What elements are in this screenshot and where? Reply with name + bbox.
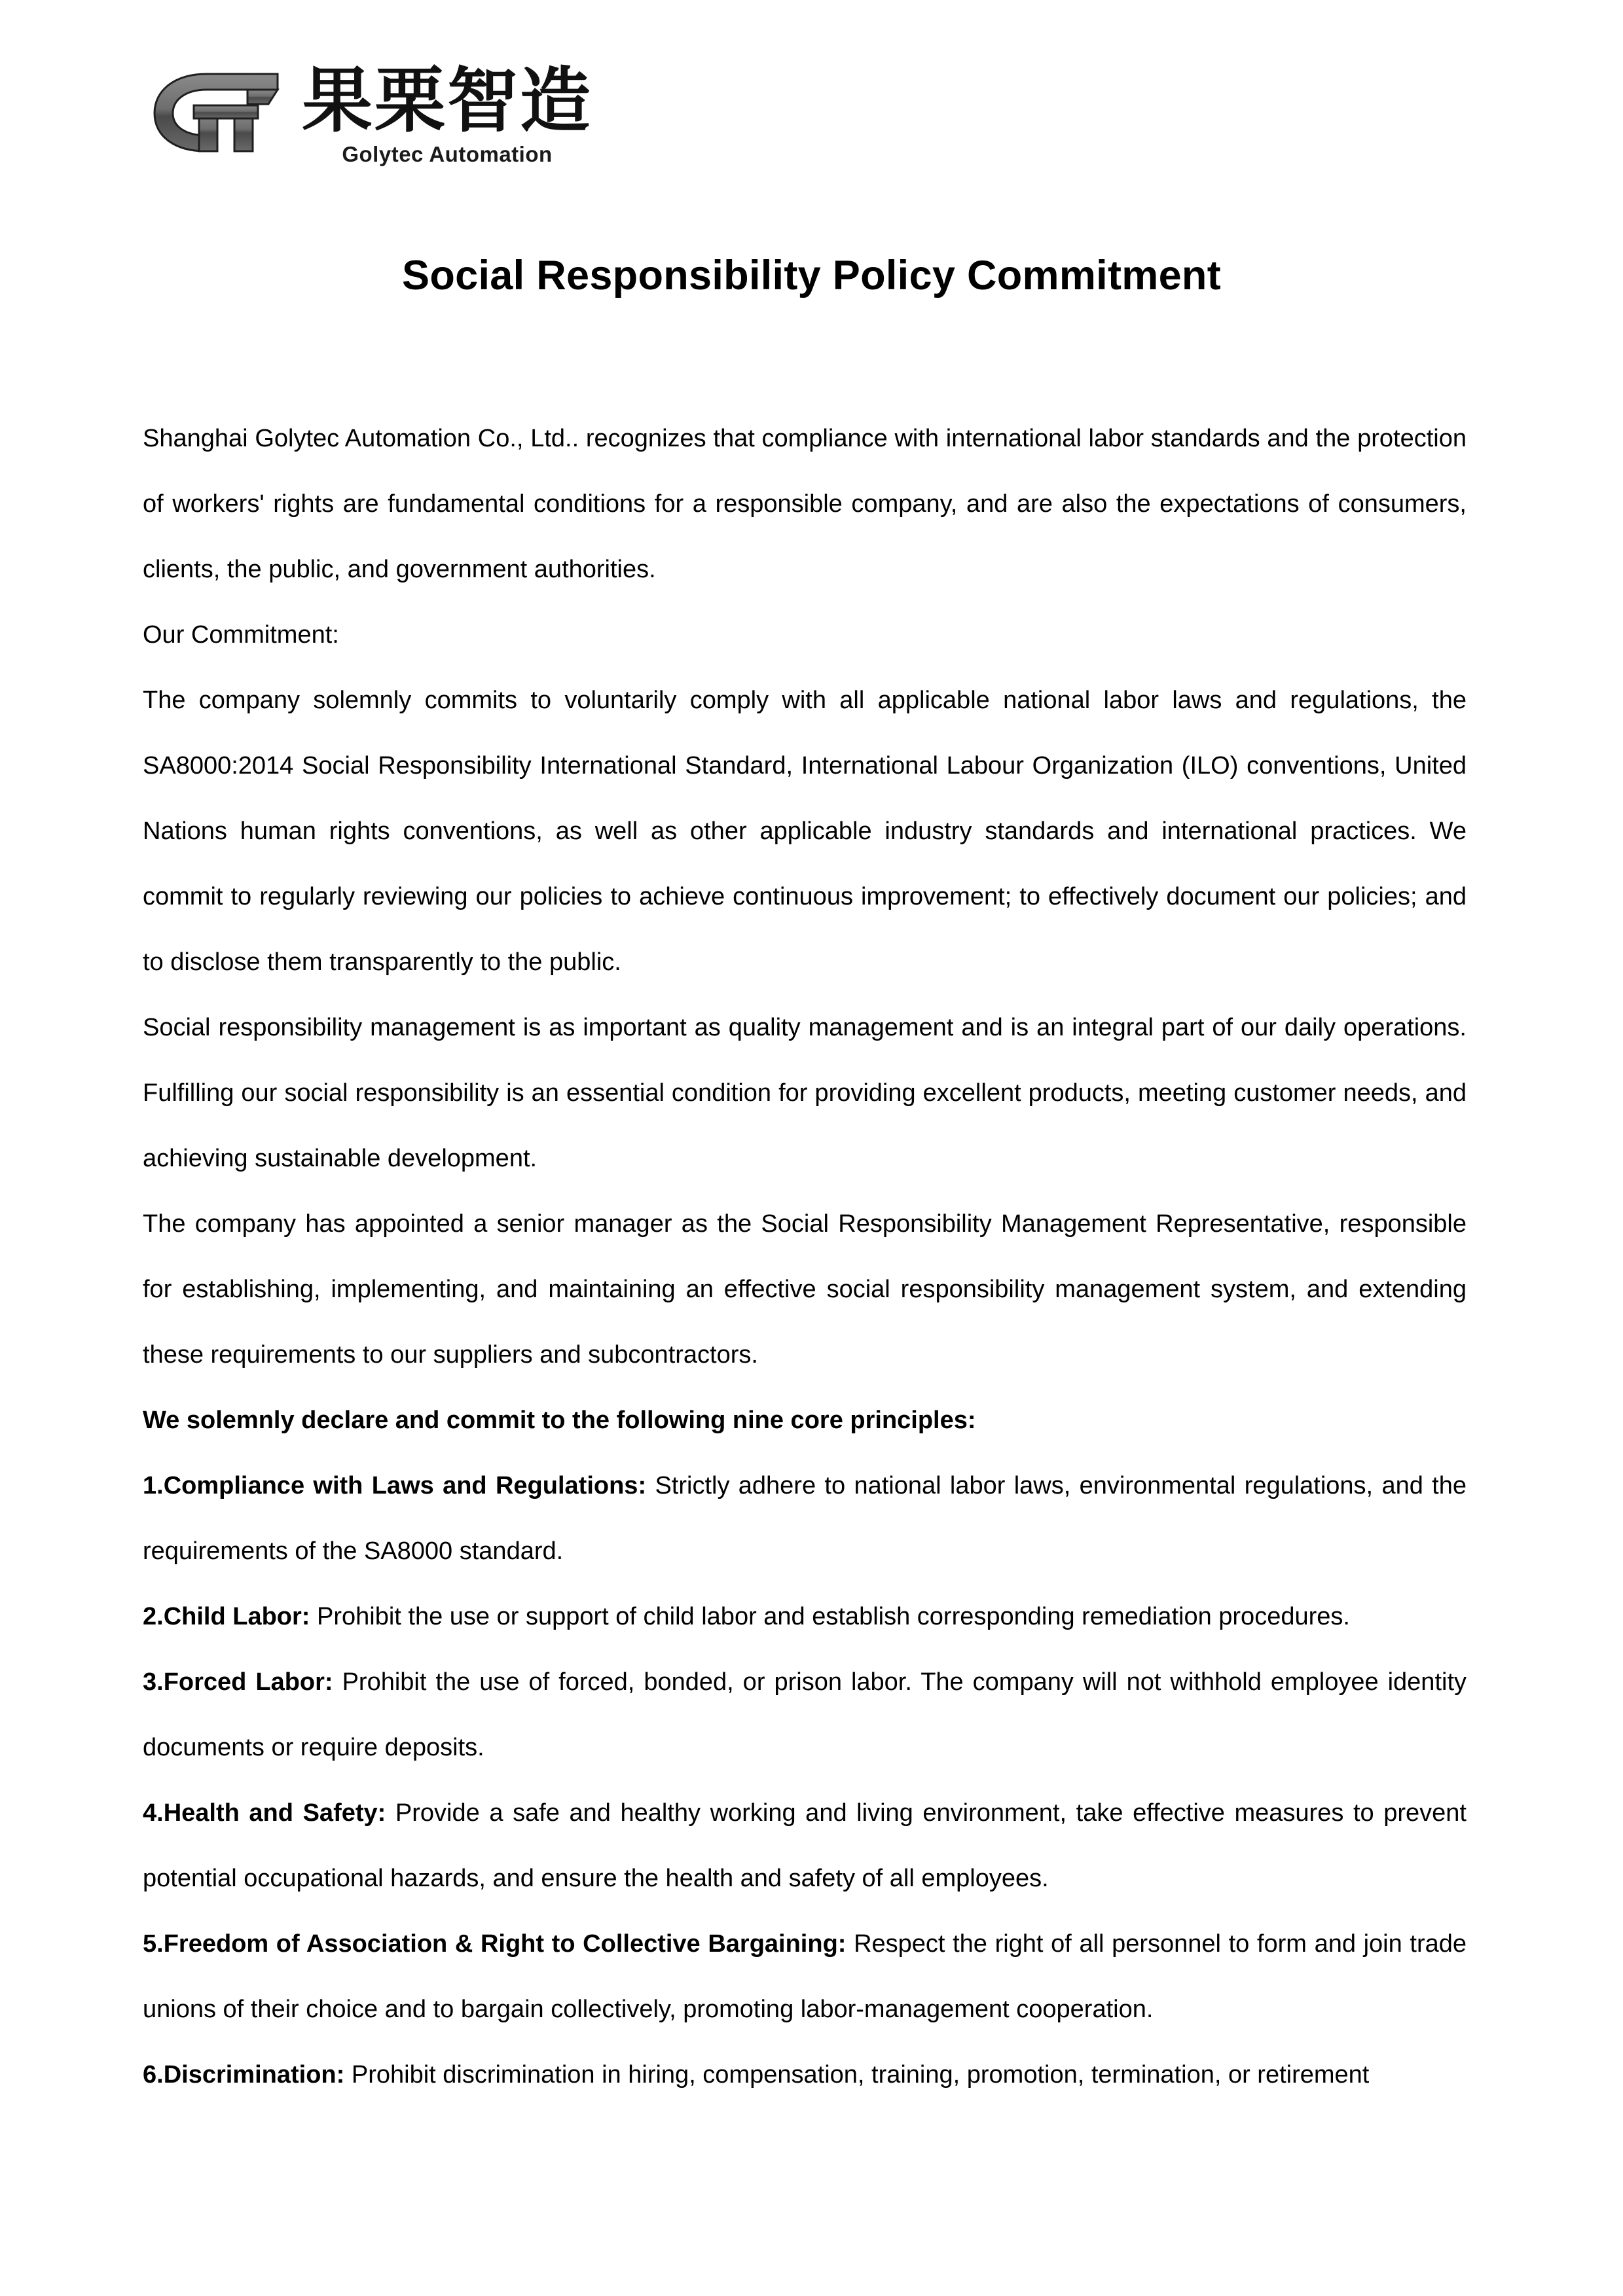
principle-item — [143, 1584, 1467, 1649]
commitment-paragraph-3: The company has appointed a senior manager as the Social Responsibility Management Representative, responsible for establishing, implementing, and maintaining an effective social responsibility management system, and extending these requirements to our suppliers and subcontractors. — [143, 1210, 1467, 1369]
principle-lead: 3.Forced Labor: — [143, 1668, 333, 1696]
principle-lead: 1.Compliance with Laws and Regulations: — [143, 1472, 647, 1499]
company-name-en: Golytec Automation — [342, 142, 553, 166]
principle-text: Prohibit the use of forced, bonded, or prison labor. The company will not withhold employee identity documents or require deposits. — [143, 1668, 1467, 1761]
principle-lead: 6.Discrimination: — [143, 2061, 345, 2089]
principle-item — [143, 1780, 1467, 1911]
intro-paragraph: Shanghai Golytec Automation Co., Ltd.. recognizes that compliance with international labor standards and the protection of workers' rights are fundamental conditions for a responsible company, and are also the expectations of consumers, clients, the public, and government authorities. — [143, 425, 1467, 583]
principle-item — [143, 2042, 1467, 2108]
page-title: Social Responsibility Policy Commitment — [402, 253, 1221, 298]
principle-lead: 4.Health and Safety: — [143, 1799, 386, 1827]
logo-wordmark — [302, 62, 593, 167]
golytec-logo-icon — [149, 62, 290, 154]
commitment-heading: Our Commitment: — [143, 621, 339, 649]
principle-item — [143, 1453, 1467, 1584]
principle-item — [143, 1911, 1467, 2042]
company-name-cn: 果栗智造 — [302, 60, 593, 142]
principle-text: Provide a safe and healthy working and living environment, take effective measures to prevent potential occupational hazards, and ensure the health and safety of all employees. — [143, 1799, 1467, 1892]
principle-lead: 2.Child Labor: — [143, 1603, 310, 1630]
declaration-line: We solemnly declare and commit to the following nine core principles: — [143, 1407, 976, 1434]
commitment-paragraph-1: The company solemnly commits to voluntarily comply with all applicable national labor laws and regulations, the SA8000:2014 Social Responsibility International Standard, International Labour Organization (ILO) conventions, United Nations human rights conventions, as well as other applicable industry standards and international practices. We commit to regularly reviewing our policies to achieve continuous improvement; to effectively document our policies; and to disclose them transparently to the public. — [143, 687, 1467, 976]
commitment-paragraph-2: Social responsibility management is as important as quality management and is an integral part of our daily operations. Fulfilling our social responsibility is an essential condition for providing excellent products, meeting customer needs, and achieving sustainable development. — [143, 1014, 1467, 1172]
letterhead — [149, 62, 593, 167]
document-body — [143, 406, 1467, 2108]
principle-text: Strictly adhere to national labor laws, environmental regulations, and the requirements of the SA8000 standard. — [143, 1472, 1467, 1565]
principle-text: Prohibit discrimination in hiring, compensation, training, promotion, termination, or retirement — [344, 2061, 1370, 2089]
principle-text: Prohibit the use or support of child labor and establish corresponding remediation procedures. — [310, 1603, 1350, 1630]
principle-text: Respect the right of all personnel to form and join trade unions of their choice and to bargain collectively, promoting labor-management cooperation. — [143, 1930, 1467, 2023]
principle-lead: 5.Freedom of Association & Right to Collective Bargaining: — [143, 1930, 847, 1958]
principle-item — [143, 1649, 1467, 1780]
